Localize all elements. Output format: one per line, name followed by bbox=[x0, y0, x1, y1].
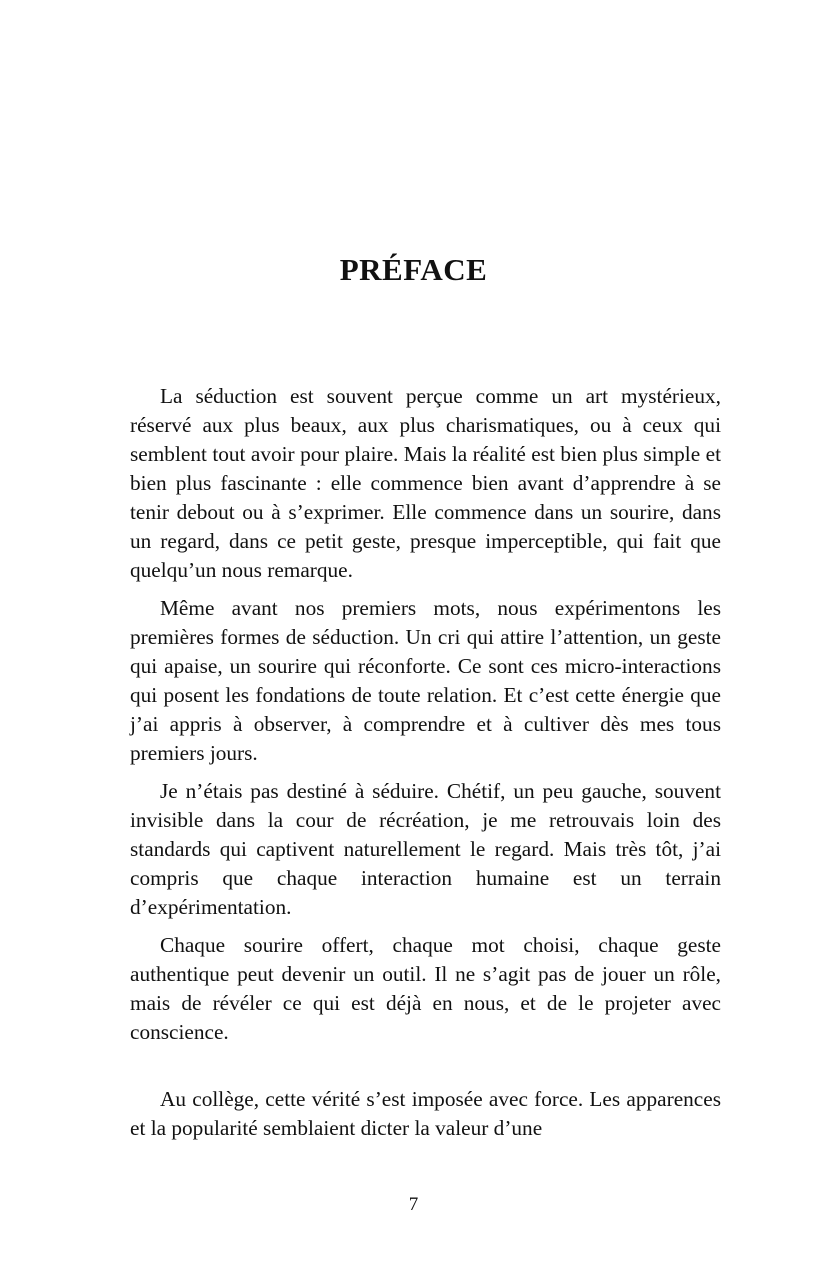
chapter-title: PRÉFACE bbox=[339, 252, 488, 287]
paragraph-5: Au collège, cette vérité s’est imposée avec force. Les apparences et la popularité semblaient dicter la valeur d’une bbox=[130, 1087, 721, 1140]
body-text bbox=[130, 382, 721, 1152]
paragraph-4: Chaque sourire offert, chaque mot choisi, chaque geste authentique peut devenir un outil. Il ne s’agit pas de jouer un rôle, mais de révéler ce qui est déjà en nous, et de le projeter avec conscience. bbox=[130, 933, 721, 1044]
paragraph-3: Je n’étais pas destiné à séduire. Chétif, un peu gauche, souvent invisible dans la cour de récréation, je me retrouvais loin des standards qui captivent naturellement le regard. Mais très tôt, j’ai compris que chaque interaction humaine est un terrain d’expérimentation. bbox=[130, 779, 721, 919]
paragraph-2: Même avant nos premiers mots, nous expérimentons les premières formes de séduction. Un cri qui attire l’attention, un geste qui apaise, un sourire qui réconforte. Ce sont ces micro-interactions qui posent les fondations de toute relation. Et c’est cette énergie que j’ai appris à observer, à comprendre et à cultiver dès mes tous premiers jours. bbox=[130, 596, 721, 765]
paragraph-1: La séduction est souvent perçue comme un art mystérieux, réservé aux plus beaux, aux plus charismatiques, ou à ceux qui semblent tout avoir pour plaire. Mais la réalité est bien plus simple et bien plus fascinante : elle commence bien avant d’apprendre à se tenir debout ou à s’exprimer. Elle commence dans un sourire, dans un regard, dans ce petit geste, presque imperceptible, qui fait que quelqu’un nous remarque. bbox=[130, 384, 721, 582]
page-number: 7 bbox=[408, 1194, 419, 1215]
